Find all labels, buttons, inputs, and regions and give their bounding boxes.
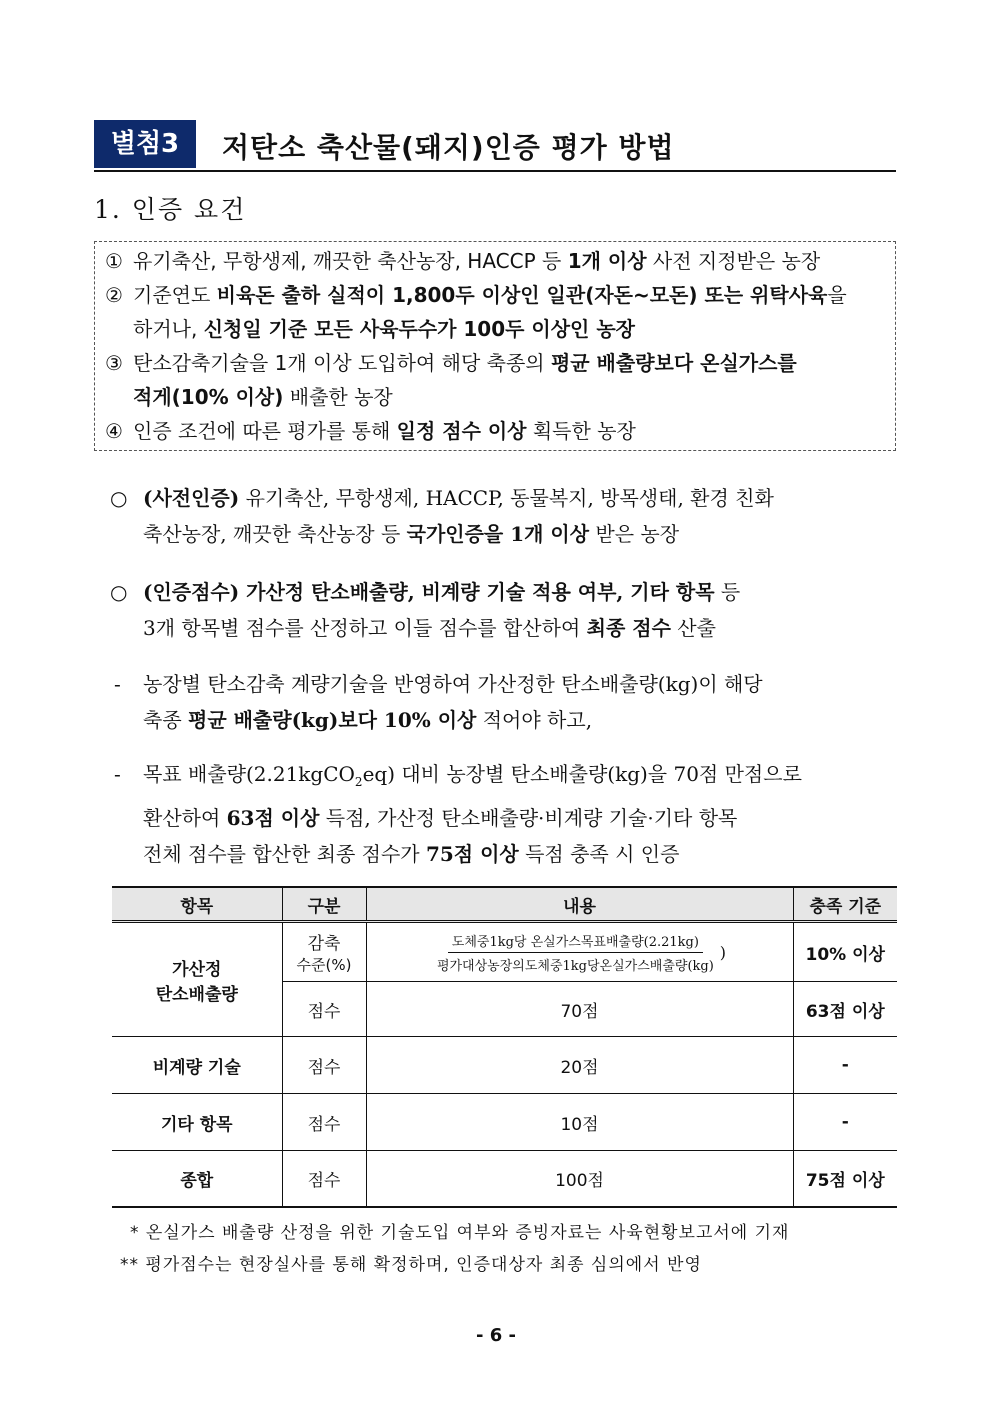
appendix-badge: 별첨3 bbox=[94, 120, 196, 168]
bullet-text: 축산농장, 깨끗한 축산농장 등 bbox=[143, 522, 407, 546]
dash-text: 적어야 하고, bbox=[476, 708, 593, 732]
requirement-line bbox=[105, 380, 885, 414]
table-row bbox=[112, 1151, 897, 1207]
dash-mark: - bbox=[114, 672, 121, 696]
appendix-header bbox=[94, 120, 896, 172]
requirement-emphasis: 평균 배출량보다 온실가스를 bbox=[550, 351, 797, 375]
dash-emphasis: 63점 이상 bbox=[226, 806, 320, 830]
category-cell: 점수 bbox=[282, 1094, 366, 1151]
requirement-text: 사전 지정받은 농장 bbox=[646, 249, 821, 273]
footnote: ** 평가점수는 현장실사를 통해 확정하며, 인증대상자 최종 심의에서 반영 bbox=[120, 1255, 702, 1275]
requirement-line bbox=[105, 346, 885, 380]
requirement-text: 기준연도 bbox=[133, 283, 217, 307]
bullet-emphasis: 최종 점수 bbox=[586, 616, 671, 640]
header-content: 내용 bbox=[366, 887, 793, 922]
content-cell: 100점 bbox=[366, 1151, 793, 1207]
requirement-number: ① bbox=[105, 249, 123, 273]
item-label: 탄소배출량 bbox=[155, 984, 238, 1005]
requirements-box bbox=[94, 241, 896, 451]
content-cell: 20점 bbox=[366, 1037, 793, 1094]
reduction-formula bbox=[433, 931, 726, 974]
requirement-text: 탄소감축기술을 1개 이상 도입하여 해당 축종의 bbox=[133, 351, 551, 375]
header-criteria: 충족 기준 bbox=[793, 887, 897, 922]
formula-paren: ) bbox=[719, 942, 727, 962]
dash-text: 득점 충족 시 인증 bbox=[518, 842, 680, 866]
bullet-text: 산출 bbox=[670, 616, 716, 640]
section-heading: 1. 인증 요건 bbox=[94, 195, 247, 224]
content-cell: 70점 bbox=[366, 982, 793, 1037]
formula-cell bbox=[366, 922, 793, 982]
dash-item-target-emission bbox=[110, 756, 900, 872]
requirement-number: ③ bbox=[105, 351, 123, 375]
bullet-text: 3개 항목별 점수를 산정하고 이들 점수를 합산하여 bbox=[143, 616, 587, 640]
table-row bbox=[112, 1037, 897, 1094]
dash-text: eq) 대비 농장별 탄소배출량(kg)을 70점 만점으로 bbox=[362, 762, 802, 786]
evaluation-table bbox=[112, 886, 897, 1208]
requirement-text: 유기축산, 무항생제, 깨끗한 축산농장, HACCP 등 bbox=[133, 249, 568, 273]
requirement-line bbox=[105, 244, 885, 278]
category-label: 수준(%) bbox=[296, 956, 352, 974]
header-category: 구분 bbox=[282, 887, 366, 922]
bullet-emphasis: 국가인증을 1개 이상 bbox=[406, 522, 590, 546]
requirement-text: 배출한 농장 bbox=[283, 385, 393, 409]
table-row bbox=[112, 922, 897, 982]
bullet-text: 받은 농장 bbox=[589, 522, 680, 546]
criteria-cell: - bbox=[793, 1094, 897, 1151]
requirement-line bbox=[105, 278, 885, 312]
formula-numerator: 도체중1kg당 온실가스목표배출량(2.21kg) bbox=[448, 931, 703, 953]
item-label: 가산정 bbox=[172, 959, 222, 980]
header-item: 항목 bbox=[112, 887, 282, 922]
content-cell: 10점 bbox=[366, 1094, 793, 1151]
requirement-line bbox=[105, 312, 885, 346]
item-cell: 종합 bbox=[112, 1151, 282, 1207]
page-number: - 6 - bbox=[476, 1325, 516, 1346]
requirement-emphasis: 1개 이상 bbox=[567, 249, 647, 273]
dash-emphasis: 평균 배출량(kg)보다 10% 이상 bbox=[188, 708, 477, 732]
item-cell: 비계량 기술 bbox=[112, 1037, 282, 1094]
footnote: * 온실가스 배출량 산정을 위한 기술도입 여부와 증빙자료는 사육현황보고서에 기재 bbox=[130, 1223, 790, 1243]
category-cell: 점수 bbox=[282, 1037, 366, 1094]
table-row bbox=[112, 1094, 897, 1151]
dash-text: 농장별 탄소감축 계량기술을 반영하여 가산정한 탄소배출량(kg)이 해당 bbox=[143, 672, 763, 696]
criteria-cell: - bbox=[793, 1037, 897, 1094]
subscript: 2 bbox=[354, 775, 363, 789]
bullet-label: (인증점수) 가산정 탄소배출량, 비계량 기술 적용 여부, 기타 항목 bbox=[143, 580, 715, 604]
item-cell: 기타 항목 bbox=[112, 1094, 282, 1151]
formula-denominator: 평가대상농장의도체중1kg당온실가스배출량(kg) bbox=[436, 958, 714, 974]
requirements-list bbox=[105, 244, 885, 448]
bullet-label: (사전인증) bbox=[143, 486, 240, 510]
bullet-mark: ○ bbox=[110, 486, 128, 510]
criteria-cell: 75점 이상 bbox=[793, 1151, 897, 1207]
dash-mark: - bbox=[114, 762, 121, 786]
table-header-row bbox=[112, 887, 897, 922]
bullet-text: 유기축산, 무항생제, HACCP, 동물복지, 방목생태, 환경 친화 bbox=[239, 486, 774, 510]
category-cell: 점수 bbox=[282, 1151, 366, 1207]
bullet-mark: ○ bbox=[110, 580, 128, 604]
criteria-cell: 63점 이상 bbox=[793, 982, 897, 1037]
bullet-certification-score bbox=[110, 574, 900, 646]
dash-text: 득점, 가산정 탄소배출량·비계량 기술·기타 항목 bbox=[319, 806, 738, 830]
bullet-text: 등 bbox=[714, 580, 741, 604]
requirement-emphasis: 일정 점수 이상 bbox=[396, 419, 527, 443]
category-cell bbox=[282, 922, 366, 982]
criteria-cell: 10% 이상 bbox=[793, 922, 897, 982]
requirement-text: 인증 조건에 따른 평가를 통해 bbox=[133, 419, 397, 443]
category-label: 감축 bbox=[307, 934, 341, 954]
dash-text: 축종 bbox=[143, 708, 188, 732]
dash-text: 전체 점수를 합산한 최종 점수가 bbox=[143, 842, 426, 866]
bullet-prior-certification bbox=[110, 480, 900, 552]
requirement-emphasis: 신청일 기준 모든 사육두수가 100두 이상인 농장 bbox=[203, 317, 635, 341]
item-cell bbox=[112, 922, 282, 1037]
requirement-text: 획득한 농장 bbox=[526, 419, 636, 443]
requirement-emphasis: 비육돈 출하 실적이 1,800두 이상인 일관(자돈~모돈) 또는 위탁사육 bbox=[216, 283, 828, 307]
dash-item-emission-reduction bbox=[110, 666, 900, 738]
requirement-text: 하거나, bbox=[133, 317, 204, 341]
category-cell: 점수 bbox=[282, 982, 366, 1037]
requirement-text: 을 bbox=[827, 283, 847, 307]
requirement-emphasis: 적게(10% 이상) bbox=[133, 385, 284, 409]
requirement-number: ④ bbox=[105, 419, 123, 443]
requirement-line bbox=[105, 414, 885, 448]
dash-emphasis: 75점 이상 bbox=[425, 842, 519, 866]
dash-text: 목표 배출량(2.21kgCO bbox=[143, 762, 355, 786]
requirement-number: ② bbox=[105, 283, 123, 307]
dash-text: 환산하여 bbox=[143, 806, 227, 830]
page-title: 저탄소 축산물(돼지)인증 평가 방법 bbox=[222, 131, 675, 164]
